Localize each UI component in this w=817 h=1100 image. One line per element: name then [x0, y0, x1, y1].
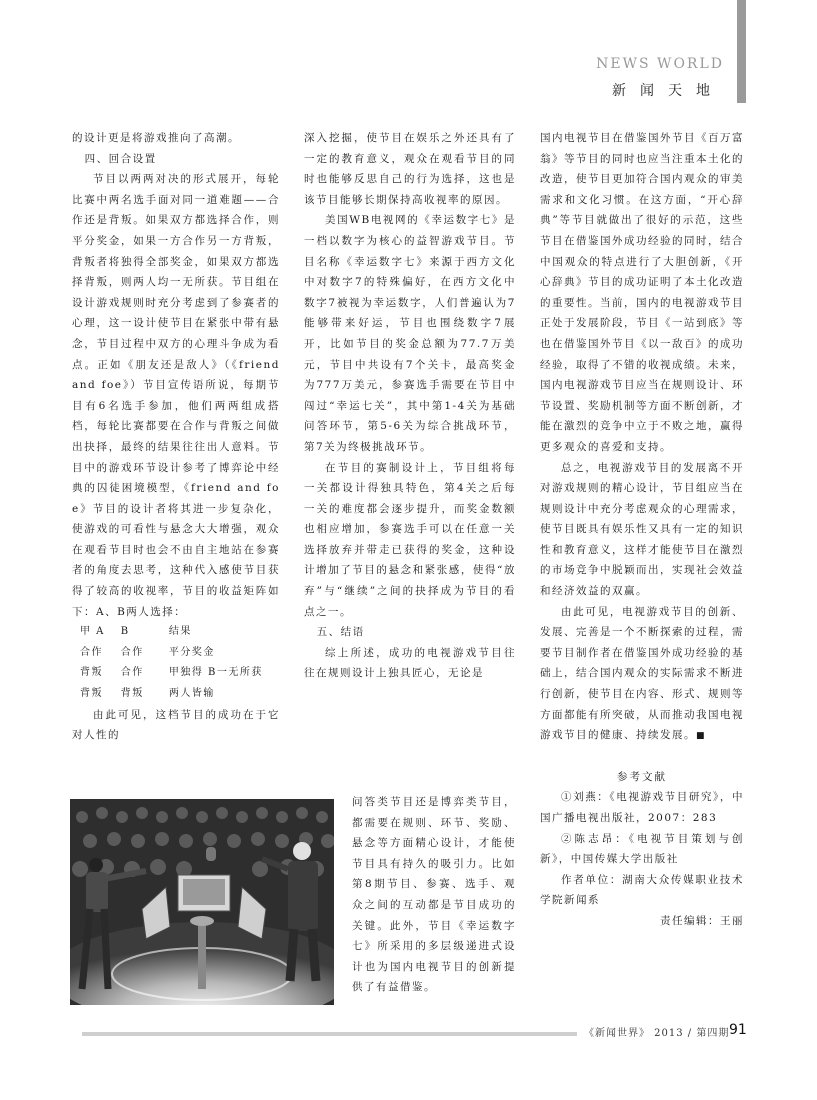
article-column-2 [304, 128, 516, 684]
paragraph: 总之，电视游戏节目的发展离不开对游戏规则的精心设计，节目组应当在规则设计中充分考虑观众的心理需求，使节目既具有娱乐性又具有一定的知识性和教育意义，这样才能使节目在激烈的市场竞争中脱颖而出，实现社会效益和经济效益的双赢。 [540, 461, 744, 598]
paragraph: 的设计更是将游戏推向了高潮。 [72, 132, 240, 144]
paragraph: 节目以两两对决的形式展开，每轮比赛中两名选手面对同一道难题——合作还是背叛。如果双方都选择合作，则平分奖金，如果一方合作另一方背叛，背叛者将独得全部奖金，如果双方都选择背叛，则两人均一无所获。节目组在设计游戏规则时充分考虑到了参赛者的心理，这一设计使节目在紧张中带有悬念，节目过程中双方的心理斗争成为看点。正如《朋友还是敌人》（《friend and foe》）节目宣传语所说，每期节目有6名选手参加，他们两两组成搭档，每轮比赛都要在合作与背叛之间做出抉择，最终的结果往往出人意料。节目中的游戏环节设计参考了博弈论中经典的囚徒困境模型，《friend and foe》节目的设计者将其进一步复杂化，使游戏的可看性与悬念大大增强，观众在观看节目时也会不由自主地站在参赛者的角度去思考，这种代入感使节目获得了较高的收视率，节目的收益矩阵如下：A、B两人选择： [72, 173, 280, 618]
paragraph: 由此可见，这档节目的成功在于它对人性的 [72, 708, 280, 742]
page-number: 91 [729, 1022, 747, 1038]
table-header-row [72, 622, 280, 643]
paragraph: 美国WB电视网的《幸运数字七》是一档以数字为核心的益智游戏节目。节目名称《幸运数字七》来源于西方文化中对数字7的特殊偏好，在西方文化中数字7被视为幸运数字，人们普遍认为7能够带来好运，节目也围绕数字7展开，比如节目的奖金总额为77.7万美元，节目中共设有7个关卡，最高奖金为777万美元，参赛选手需要在节目中闯过“幸运七关”，其中第1-4关为基础问答环节，第5-6关为综合挑战环节，第7关为终极挑战环节。 [304, 214, 516, 453]
article-column-1 [72, 128, 280, 746]
table-cell: 背叛 [80, 688, 103, 700]
table-cell: 甲 A [80, 626, 105, 638]
table-row [72, 643, 280, 664]
header-accent-bar [737, 0, 746, 103]
table-cell: B [120, 626, 130, 638]
table-cell: 结果 [168, 626, 192, 638]
section-heading: 四、回合设置 [84, 152, 157, 165]
article-column-3 [540, 128, 744, 932]
game-show-photo [70, 799, 334, 1005]
reference-item: ①刘燕：《电视游戏节目研究》，中国广播电视出版社，2007：283 [540, 791, 744, 824]
reference-item: ②陈志昂：《电视节目策划与创新》，中国传媒大学出版社 [540, 832, 744, 866]
section-heading: 五、结语 [316, 626, 365, 639]
author-note: 作者单位：湖南大众传媒职业技术学院新闻系 [540, 873, 744, 907]
table-cell: 合作 [80, 646, 103, 658]
table-cell: 背叛 [120, 688, 144, 700]
journal-issue: 《新闻世界》 2013 / 第四期 [584, 1028, 730, 1039]
footer-rule [82, 1032, 577, 1036]
paragraph: 在节目的赛制设计上，节目组将每一关都设计得独具特色，第4关之后每一关的难度都会逐步提升，而奖金数额也相应增加，参赛选手可以在任意一关选择放弃并带走已获得的奖金，这种设计增加了节目的悬念和紧张感，使得“放弃”与“继续”之间的抉择成为节目的看点之一。 [304, 461, 516, 618]
article-column-2-continued [352, 792, 516, 998]
paragraph [540, 602, 744, 747]
table-cell: 甲独得 B一无所获 [168, 667, 263, 679]
table-cell: 平分奖金 [168, 646, 215, 658]
table-cell: 两人皆输 [168, 688, 215, 700]
table-cell: 背叛 [80, 667, 103, 679]
paragraph-text: 由此可见，电视游戏节目的创新、发展、完善是一个不断探索的过程，需要节目制作者在借鉴国外成功经验的基础上，结合国内观众的实际需求不断进行创新，使节目在内容、形式、规则等方面都能有所突破，从而推动我国电视游戏节目的健康、持续发展。 [540, 605, 744, 742]
section-title-en: NEWS WORLD [596, 56, 724, 72]
table-cell: 合作 [120, 646, 144, 658]
payoff-table [72, 622, 280, 704]
table-row [72, 663, 280, 684]
paragraph: 深入挖掘，使节目在娱乐之外还具有了一定的教育意义，观众在观看节目的同时也能够反思自己的行为选择，这也是该节目能够长期保持高收视率的原因。 [304, 132, 516, 206]
paragraph: 问答类节目还是博弈类节目，都需要在规则、环节、奖励、悬念等方面精心设计，才能使节目具有持久的吸引力。比如第8期节目、参赛、选手、观众之间的互动都是节目成功的关键。此外，节目《幸运数字七》所采用的多层级递进式设计也为国内电视节目的创新提供了有益借鉴。 [352, 796, 516, 994]
spacer [540, 747, 744, 767]
paragraph: 国内电视节目在借鉴国外节目《百万富翁》等节目的同时也应当注重本土化的改造，使节目更加符合国内观众的审美需求和文化习惯。在这方面，“开心辞典”等节目就做出了很好的示范，这些节目在借鉴国外成功经验的同时，结合中国观众的特点进行了大胆创新，《开心辞典》节目的成功证明了本土化改造的重要性。当前，国内的电视游戏节目正处于发展阶段，节目《一站到底》等也在借鉴国外节目《以一敌百》的成功经验，取得了不错的收视成绩。未来，国内电视游戏节目应当在规则设计、环节设置、奖励机制等方面不断创新，才能在激烈的竞争中立于不败之地，赢得更多观众的喜爱和支持。 [540, 132, 744, 453]
end-mark-icon: ■ [696, 731, 707, 742]
table-cell: 合作 [120, 667, 144, 679]
table-row [72, 684, 280, 705]
paragraph: 综上所述，成功的电视游戏节目往往在规则设计上独具匠心，无论是 [304, 646, 516, 680]
section-title-cn: 新闻天地 [612, 83, 724, 99]
editor-credit: 责任编辑：王丽 [660, 914, 744, 927]
references-title: 参考文献 [617, 770, 667, 783]
